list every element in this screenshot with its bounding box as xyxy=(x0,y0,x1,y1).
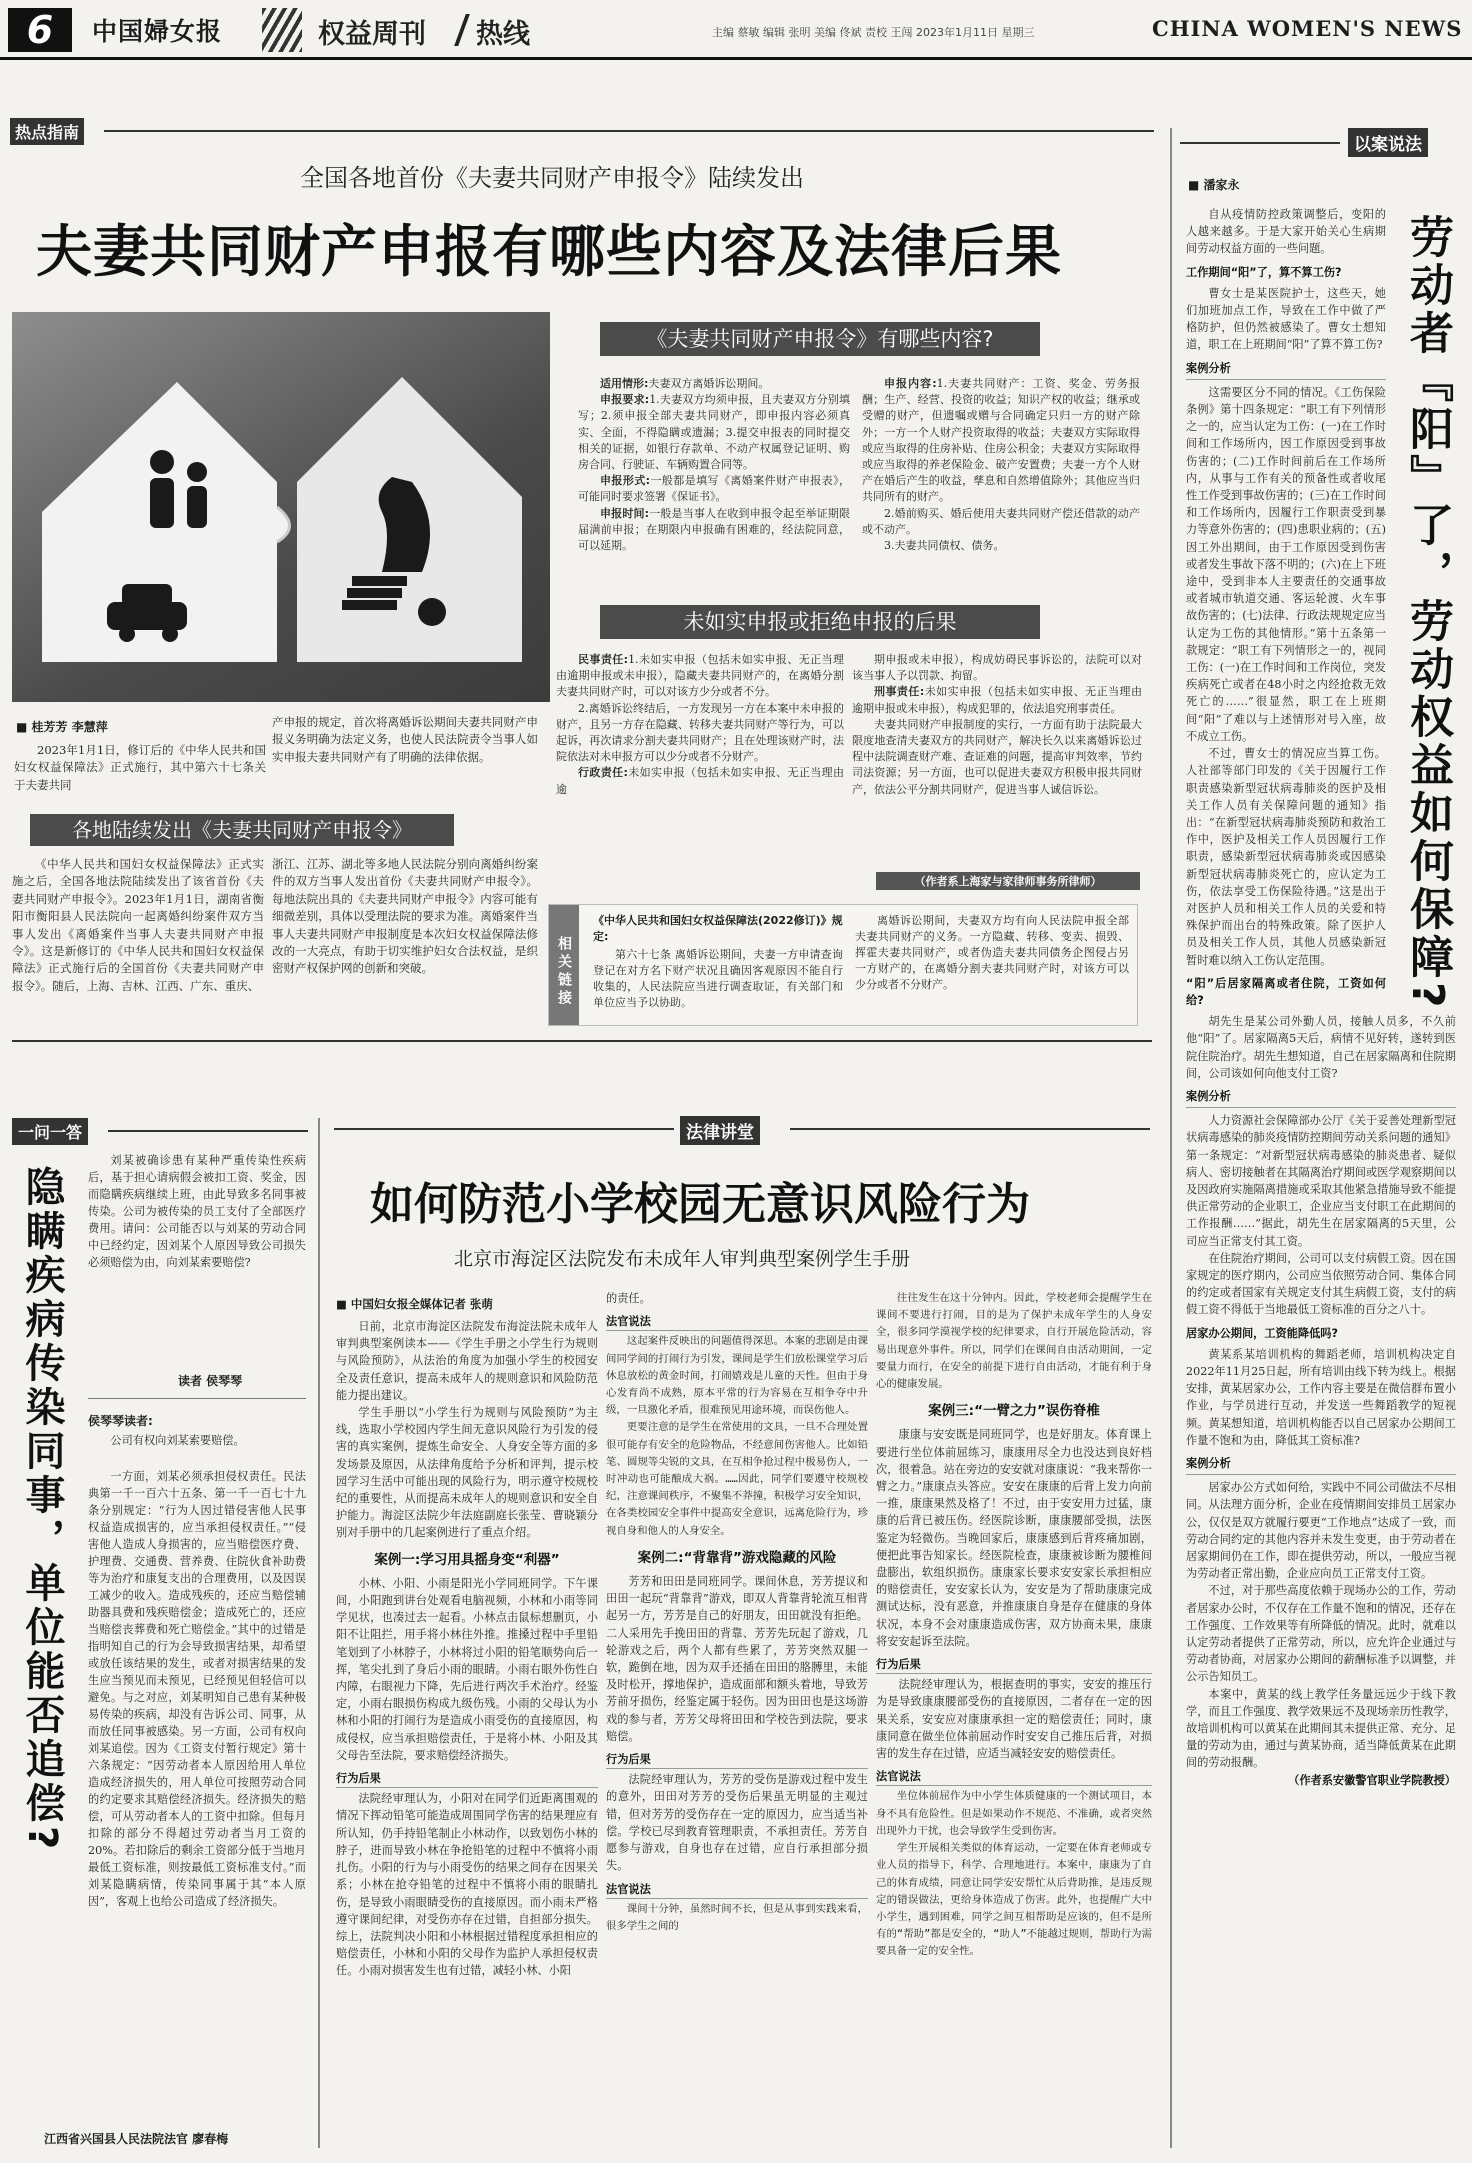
paper-name: 中国婦女报 xyxy=(92,17,223,46)
judge-commentary: 学生开展相关类似的体育运动，一定要在体育老师或专业人员的指导下，科学、合理地进行。本案中，康康为了自己的体育成绩，同意让同学安安帮忙从后背助推，是违反规定的错误做法，更给身体造成了伤害。此外，也提醒广大中小学生，遇到困难，同学之间互相帮助是应该的，但不是所有的“帮助”都是安全的，“助人”不能越过规则，帮助行为需要具备一定的安全性。 xyxy=(876,1842,1152,1958)
paragraph xyxy=(578,376,850,392)
paragraph-label: 申报内容: xyxy=(884,377,937,390)
paragraph-label: 刑事责任: xyxy=(874,685,925,699)
qa-title: 隐瞒疾病传染同事，单位能否追偿? xyxy=(19,1166,65,1854)
paragraph xyxy=(578,473,850,505)
paragraph-label: 适用情形: xyxy=(600,377,649,390)
paragraph-text: 夫妻双方离婚诉讼期间。 xyxy=(648,377,770,390)
related-title: 《中华人民共和国妇女权益保障法(2022修订)》规定: xyxy=(593,914,843,943)
paragraph: 法院经审理认为，小阳对在同学们近距离围观的情况下挥动铅笔可能造成周围同学伤害的结果理应有所认知，仍手持铅笔制止小林动作，以致划伤小林的脖子，进而导致小林在争抢铅笔的过程中不慎将小雨扎伤。小阳的行为与小雨受伤的结果之间存在因果关系；小林在抢夺铅笔的过程中不慎将小雨的眼睛扎伤，是导致小雨眼睛受伤的直接原因。而小雨未严格遵守课间纪律，对受伤亦存在过错，自担部分损失。综上，法院判决小阳和小林根据过错程度承担相应的赔偿责任，小林和小阳的父母作为监护人承担侵权责任。小雨对损害发生也有过错，减轻小林、小阳 xyxy=(336,1792,598,1978)
content-bar: 《夫妻共同财产申报令》有哪些内容? xyxy=(600,322,1040,356)
qa-answer-lead: 公司有权向刘某索要赔偿。 xyxy=(110,1434,245,1447)
paragraph xyxy=(862,376,1140,506)
lead-byline: ■ 桂芳芳 李慧萍 xyxy=(16,720,108,734)
divider xyxy=(104,130,1154,132)
paragraph-text: 1.夫妻双方均须申报，且夫妻双方分别填写；2.须申报全部夫妻共同财产，即申报内容必须真实、全面，不得隐瞒或遗漏；3.提交申报表的同时提交相关的证据，如银行存款单、不动产权属登记证明、购房合同、行驶证、车辆购置合同等。 xyxy=(578,393,850,472)
case-heading: 案例二:“背靠背”游戏隐藏的风险 xyxy=(637,1549,837,1566)
paragraph: 康康与安安既是同班同学，也是好朋友。体育课上要进行坐位体前屈练习，康康用尽全力也没达到良好档次，很着急。站在旁边的安安就对康康说：“我来帮你一臂之力。”康康点头答应。安安在康康的后背上发力向前一推，康康果然及格了！不过，由于安安用力过猛，康康的后背已被压伤。经医院诊断，康康腰部受损，法医鉴定为轻微伤。当晚回家后，康康感到后背疼痛加剧，便把此事告知家长。经医院检查，康康被诊断为腰椎间盘膨出，软组织损伤。康康家长要求安安家长承担相应的赔偿责任，安安家长认为，安安是为了帮助康康完成测试达标，没有恶意，并推康康自身是存在健康的身体状况，本身不会对康康造成伤害，双方协商未果，康康将安安起诉至法院。 xyxy=(876,1428,1152,1648)
paragraph-text: 夫妻共同财产申报制度的实行，一方面有助于法院最大限度地查清夫妻双方的共同财产，解决长久以来离婚诉讼过程中法院调查财产难、查证难的问题，提高审判效率，节约司法资源；另一方面，也可以促进夫妻双方积极申报共同财产，依法公平分割共同财产，促进当事人诚信诉讼。 xyxy=(852,717,1142,796)
feature-headline: 如何防范小学校园无意识风险行为 xyxy=(370,1179,1030,1230)
divider xyxy=(88,1398,306,1399)
declaration-content xyxy=(862,376,1140,634)
paragraph-text: 期申报或未申报），构成妨碍民事诉讼的，法院可以对该当事人予以罚款、拘留。 xyxy=(852,653,1142,683)
paragraph xyxy=(556,765,844,797)
paragraph-text: 一般都是填写《离婚案件财产申报表》，可能同时要求签署《保证书》。 xyxy=(578,474,850,504)
paragraph-label: 行政责任: xyxy=(578,766,628,780)
qa-column-tag: 一问一答 xyxy=(12,1118,88,1145)
section-divider xyxy=(454,14,470,46)
subheading: 行为后果 xyxy=(876,1656,1152,1674)
paragraph: 曹女士是某医院护士，这些天，她们加班加点工作，导致在工作中做了严格防护，但仍然被感染了。曹女士想知道，职工在上班期间“阳”了算不算工伤? xyxy=(1186,286,1386,352)
case-heading: 案例三:“一臂之力”误伤脊椎 xyxy=(928,1403,1100,1420)
english-name: CHINA WOMEN'S NEWS xyxy=(1152,16,1463,41)
subheading: “阳”后居家隔离或者住院，工资如何给? xyxy=(1186,976,1386,1007)
paragraph: 人力资源社会保障部办公厅《关于妥善处理新型冠状病毒感染的肺炎疫情防控期间劳动关系问题的通知》第一条规定：“对新型冠状病毒感染的肺炎患者、疑似病人、密切接触者在其隔离治疗期间或医学观察期间以及因政府实施隔离措施或采取其他紧急措施导致不能提供正常劳动的企业职工，企业应当支付职工在此期间的工作报酬……”据此，胡先生在居家隔离的5天里，公司应当正常支付其工资。 xyxy=(1186,1114,1456,1248)
qa-answer-head: 侯琴琴读者: xyxy=(88,1414,153,1428)
subheading: 法官说法 xyxy=(606,1881,868,1899)
editor-meta: 主编 蔡敏 编辑 张明 美编 佟斌 责校 王闯 2023年1月11日 星期三 xyxy=(712,26,1035,39)
paragraph-text: 未如实申报（包括未如实申报、无正当理由逾期申报或未申报），构成犯罪的，依法追究刑事责任。 xyxy=(852,685,1142,715)
paragraph: 本案中，黄某的线上教学任务量远远少于线下教学，而且工作强度、教学效果远不及现场亲历性教学，故培训机构可以黄某在此期间其未提供正常、充分、足量的劳动为由，通过与黄某协商，适当降低黄某在此期间的劳动报酬。 xyxy=(1186,1687,1456,1770)
paragraph: 的责任。 xyxy=(606,1292,651,1305)
paragraph: 这需要区分不同的情况。《工伤保险条例》第十四条规定：“职工有下列情形之一的，应当认定为工伤：(一)在工作时间和工作场所内，因工作原因受到事故伤害的；(二)工作时间前后在工作场所内，从事与工作有关的预备性或者收尾性工作受到事故伤害的；(三)在工作时间和工作场所内，因履行工作职责受到暴力等意外伤害的；(四)患职业病的；(五)因工外出期间，由于工作原因受到伤害或者发生事故下落不明的；(六)在上下班途中，受到非本人主要责任的交通事故或者城市轨道交通、客运轮渡、火车事故伤害的；(七)法律、行政法规规定应当认定为工伤的其他情形。”第十五条第一款规定：“职工有下列情形之一的，视同工伤：(一)在工作时间和工作岗位，突发疾病死亡或者在48小时之内经抢救无效死亡的……”很显然，职工在上班期间“阳”了难以与上述情形对号入座，故不成立工伤。 xyxy=(1186,385,1386,743)
slash-decoration xyxy=(262,8,302,52)
paragraph: 不过，对于那些高度依赖于现场办公的工作，劳动者居家办公时，不仅存在工作量不饱和的情况，还存在工作强度、工作效果等有所降低的情况。此时，就难以认定劳动者提供了正常劳动，所以，应允许企业通过与劳动者协商，对居家办公期间的薪酬标准予以调整，并公示告知员工。 xyxy=(1186,1584,1456,1684)
related-tag: 相关链接 xyxy=(549,905,579,1025)
paragraph-label: 民事责任: xyxy=(578,653,629,666)
paragraph: 学生手册以“小学生行为规则与风险预防”为主线，选取小学校园内学生间无意识风险行为引发的侵害的真实案例，提炼生命安全、人身安全等方面的多发场景及原因，从法律角度给予分析和评判，提示校园学习生活中可能出现的风险行为，明示遵守校规校纪的重要性，从而提高未成年人的规则意识和安全自护能力。海淀区法院少年法庭副庭长张莹、曹晓颖分别对手册中的几起案例进行了重点介绍。 xyxy=(336,1406,598,1540)
puzzle-house-illustration xyxy=(12,312,550,702)
divider xyxy=(334,1128,674,1130)
divider xyxy=(318,1118,320,2148)
masthead xyxy=(0,0,1472,60)
section-title: 权益周刊 xyxy=(318,19,426,50)
puzzle-house-photo xyxy=(12,312,550,702)
paragraph-label: 申报时间: xyxy=(600,506,650,520)
right-author-note: （作者系安徽警官职业学院教授） xyxy=(1288,1773,1456,1787)
paragraph-text: 3.夫妻共同债权、债务。 xyxy=(884,539,1005,553)
paragraph-text: 1.未如实申报（包括未如实申报、无正当理由逾期申报或未申报），隐藏夫妻共同财产的，在离婚分割夫妻共同财产时，可以对该方少分或者不分。 xyxy=(556,653,844,699)
paragraph: 自从疫情防控政策调整后，变阳的人越来越多。于是大家开始关心生病期间劳动权益方面的一些问题。 xyxy=(1186,208,1386,256)
paragraph-text: 一般是当事人在收到申报令起至举证期限届满前申报；在期限内申报确有困难的，经法院同意，可以延期。 xyxy=(578,506,850,553)
related-box xyxy=(548,904,1138,1026)
paragraph-label: 申报形式: xyxy=(600,474,651,488)
paragraph: 居家办公方式如何给，实践中不同公司做法不尽相同。从法理方面分析，企业在疫情期间安排员工居家办公，仅仅是双方就履行要更“工作地点”达成了一致，而劳动合同约定的其他内容并未发生变更，由于劳动者在居家期间仍在工作，即在提供劳动，所以，一般应当视为劳动者正常出勤，企业应向员工正常支付工资。 xyxy=(1186,1481,1456,1581)
subheading: 法官说法 xyxy=(876,1768,1152,1786)
subsection-title: 热线 xyxy=(476,19,530,50)
paragraph: 小林、小阳、小雨是阳光小学同班同学。下午课间，小阳跑到讲台处观看电脑视频，小林和小雨等同学见状，也凑过去一起看。小林点击鼠标想删页，小阳不让阻拦，用手将小林往外推。推搡过程中手里铅笔划到了小林脖子，小林将过小阳的铅笔顺势向后一挥，笔尖扎到了身后小雨的眼睛。小雨右眼外伤性白内障，右眼视力下降，先后进行两次手术治疗。经鉴定，小雨右眼损伤构成九级伤残。小雨的父母认为小林和小阳的打闹行为是造成小雨受伤的直接原因，构成侵权，应当承担赔偿责任，于是将小林、小阳及其父母告至法院，要求赔偿经济损失。 xyxy=(336,1576,598,1762)
feature-col2 xyxy=(606,1290,868,2148)
qa-answer-body: 一方面，刘某必须承担侵权责任。民法典第一千一百六十五条、第一千一百七十九条分别规定：“行为人因过错侵害他人民事权益造成损害的，应当承担侵权责任。”“侵害他人造成人身损害的，应当赔偿医疗费、护理费、交通费、营养费、住院伙食补助费等为治疗和康复支出的合理费用，以及因误工减少的收入。造成残疾的，还应当赔偿辅助器具费和残疾赔偿金；造成死亡的，还应当赔偿丧葬费和死亡赔偿金。”其中的过错是指明知自己的行为会导致损害结果，却希望或放任该结果的发生，或者对损害结果的发生应当预见而未预见，已经预见但轻信可以避免。与之对应，刘某明知自己患有某种极易传染的疾病，却没有告诉公司、同事，从而放任同事被感染。另一方面，公司有权向刘某追偿。因为《工资支付暂行规定》第十六条规定：“因劳动者本人原因给用人单位造成经济损失的，用人单位可按照劳动合同的约定要求其赔偿经济损失。经济损失的赔偿，可从劳动者本人的工资中扣除。但每月扣除的部分不得超过劳动者当月工资的20%。若扣除后的剩余工资部分低于当地月最低工资标准，则按最低工资标准支付。”而刘某隐瞒病情，传染同事属于其“本人原因”，客观上也给公司造成了经济损失。 xyxy=(88,1470,306,1908)
case-heading: 案例一:学习用具摇身变“利器” xyxy=(374,1551,560,1568)
feature-subhead: 北京市海淀区法院发布未成年人审判典型案例学生手册 xyxy=(454,1248,911,1270)
subheading: 居家办公期间，工资能降低吗? xyxy=(1186,1326,1338,1340)
paragraph: 法院经审理认为，芳芳的受伤是游戏过程中发生的意外，田田对芳芳的受伤后果虽无明显的主观过错，但对芳芳的受伤存在一定的原因力，应当适当补偿。学校已尽到教育管理职责，不承担责任。芳芳自愿参与游戏，自身也存在过错，应自行承担部分损失。 xyxy=(606,1773,868,1873)
paragraph xyxy=(852,652,1142,684)
divider xyxy=(790,1128,1150,1130)
divider xyxy=(1170,128,1172,2148)
headline: 夫妻共同财产申报有哪些内容及法律后果 xyxy=(36,219,1062,285)
judge-commentary: 往往发生在这十分钟内。因此，学校老师会提醒学生在课间不要进行打闹，目的是为了保护未成年学生的人身安全，很多同学漠视学校的纪律要求，自行开展危险活动，容易出现意外事件。所以，同学们在课间自由活动期间，一定要量力而行，在安全的前提下进行自由活动，才能有利于身心的健康发展。 xyxy=(876,1292,1152,1391)
judge-commentary: 更要注意的是学生在常使用的文具，一旦不合理处置很可能存有安全的危险物品，不经意间伤害他人。比如铅笔、圆规等尖锐的文具，在互相争抢过程中极易伤人，一时冲动也可能酿成大祸。……因此，同学们要遵守校规校纪，注意课间秩序，不聚集不莽撞，积极学习安全知识，在各类校园安全事件中提高安全意识，远离危险行为，珍视自身和他人的人身安全。 xyxy=(606,1421,868,1537)
paragraph: 在住院治疗期间，公司可以支付病假工资。因在国家规定的医疗期内，公司应当依照劳动合同、集体合同的约定或者国家有关规定支付其生病假工资，支付的病假工资不得低于当地最低工资标准的百分之八十。 xyxy=(1186,1251,1456,1317)
section-col2: 浙江、江苏、湖北等多地人民法院分别向离婚纠纷案件的双方当事人发出首份《夫妻共同财产申报令》。每地法院出具的《夫妻共同财产申报令》内容可能有细微差别，具体以受理法院的要求为准。离婚案件当事人夫妻共同财产申报制度是本次妇女权益保障法修改的一大亮点，有助于切实维护妇女合法权益，是织密财产权保护网的创新和突破。 xyxy=(272,857,538,976)
consequence-col2 xyxy=(852,652,1142,864)
paragraph-text: 2.婚前购买、婚后使用夫妻共同财产偿还借款的动产或不动产。 xyxy=(862,506,1140,536)
paragraph: 黄某系某培训机构的舞蹈老师，培训机构决定自2022年11月25日起，所有培训由线下转为线上。根据安排，黄某居家办公，工作内容主要是在微信群布置小作业，与学员进行互动，并发送一些舞蹈教学的短视频。黄某想知道，培训机构能否以自己居家办公期间工作量不饱和为由，降低其工资标准? xyxy=(1186,1347,1456,1447)
related-col2: 离婚诉讼期间，夫妻双方均有向人民法院申报全部夫妻共同财产的义务。一方隐藏、转移、变卖、损毁、挥霍夫妻共同财产，或者伪造夫妻共同债务企图侵占另一方财产的，在离婚分割夫妻共同财产时，对该方可以少分或者不分财产。 xyxy=(855,914,1129,991)
qa-answer-continued xyxy=(12,1942,306,2122)
judge-commentary: 这起案件反映出的问题值得深思。本案的悲剧是由课间同学间的打闹行为引发，课间是学生们放松课堂学习后休息放松的黄金时间，打闹嬉戏是儿童的天性。但由于身心发育尚不成熟，原本平常的行为容易在互相争夺中升级，一旦激化矛盾，很难预见用途环境，而误伤他人。 xyxy=(606,1335,868,1417)
feature-col1 xyxy=(336,1318,598,2148)
divider xyxy=(12,1040,1152,1042)
paragraph xyxy=(556,701,844,766)
subheading: 法官说法 xyxy=(606,1313,868,1331)
paragraph-label: 申报要求: xyxy=(600,393,650,407)
qa-reader: 读者 侯琴琴 xyxy=(178,1374,243,1388)
subheading: 案例分析 xyxy=(1186,1455,1456,1475)
section-col1: 《中华人民共和国妇女权益保障法》正式实施之后，全国各地法院陆续发出了该省首份《夫妻共同财产申报令》。2023年1月1日，湖南省衡阳市衡阳县人民法院向一起离婚纠纷案件双方当事人发出《离婚案件当事人夫妻共同财产申报令》。这是新修订的《中华人民共和国妇女权益保障法》正式施行后的全国首份《夫妻共同财产申报令》。随后，上海、吉林、江西、广东、重庆、 xyxy=(12,857,264,993)
paragraph xyxy=(862,538,1140,554)
paragraph: 芳芳和田田是同班同学。课间休息，芳芳提议和田田一起玩“背靠背”游戏，即双人背靠背轮流互相背起另一方，芳芳是自己的好朋友，田田就没有拒绝。二人采用先手挽田田的背靠、芳芳先玩起了游戏，几轮游戏之后，两个人都有些累了，芳芳突然双腿一软，跪倒在地，因为双手还插在田田的胳膊里，未能及时松开，撑地保护，造成面部和额头着地，导致芳芳前牙损伤，经鉴定属于轻伤。因为田田也是这场游戏的参与者，芳芳父母将田田和学校告到法院，要求赔偿。 xyxy=(606,1575,868,1743)
paragraph-text: 1.夫妻共同财产：工资、奖金、劳务报酬；生产、经营、投资的收益；知识产权的收益；继承或受赠的财产，但遗嘱或赠与合同确定只归一方的财产除外；一方一个人财产投资取得的收益；夫妻双方实际取得或应当取得的住房补贴、住房公积金；夫妻双方实际取得或应当取得的养老保险金、破产安置费；夫妻一方个人财产在婚后产生的收益，孳息和自然增值除外；其他应当归共同所有的财产。 xyxy=(862,377,1140,504)
paragraph: 不过，曹女士的情况应当算工伤。人社部等部门印发的《关于因履行工作职责感染新型冠状病毒肺炎的医护及相关工作人员有关保障问题的通知》指出：“在新型冠状病毒肺炎预防和救治工作中，医护及相关工作人员因履行工作职责，感染新型冠状病毒肺炎或因感染新型冠状病毒肺炎死亡的，应认定为工伤，依法享受工伤保险待遇。”这是出于对医护人员和相关工作人员的关爱和特殊保护而出台的特殊政策。除了医护人员及相关工作人员，其他人员感染新冠暂时难以纳入工伤认定范围。 xyxy=(1186,747,1386,967)
divider xyxy=(108,1130,308,1132)
kicker: 全国各地首份《夫妻共同财产申报令》陆续发出 xyxy=(300,164,804,192)
judge-commentary: 坐位体前屈作为中小学生体质健康的一个测试项目，本身不具有危险性。但是如果动作不规范、不准确，或者突然出现外力干扰，也会导致学生受到伤害。 xyxy=(876,1790,1152,1837)
paragraph xyxy=(852,684,1142,716)
lead-intro-col2: 产申报的规定，首次将离婚诉讼期间夫妻共同财产申报义务明确为法定义务，也使人民法院责令当事人如实申报夫妻共同财产有了明确的法律依据。 xyxy=(272,715,538,764)
declaration-rules xyxy=(578,376,850,634)
subheading: 案例分析 xyxy=(1186,360,1386,380)
consequence-bar: 未如实申报或拒绝申报的后果 xyxy=(600,605,1040,639)
paragraph xyxy=(556,652,844,701)
qa-signature: 江西省兴国县人民法院法官 廖春梅 xyxy=(44,2132,229,2146)
author-note: （作者系上海家与家律师事务所律师） xyxy=(876,872,1140,890)
subheading: 工作期间“阳”了，算不算工伤? xyxy=(1186,265,1342,279)
paragraph xyxy=(852,717,1142,798)
lead-intro-col1: 2023年1月1日，修订后的《中华人民共和国妇女权益保障法》正式施行，其中第六十七条关于夫妻共同 xyxy=(14,743,266,792)
column-tag: 热点指南 xyxy=(10,118,84,145)
paragraph-text: 未如实申报（包括未如实申报、无正当理由逾 xyxy=(556,766,844,796)
subheading: 行为后果 xyxy=(336,1770,598,1788)
feature-column-tag: 法律讲堂 xyxy=(680,1116,760,1145)
feature-byline: ■ 中国妇女报全媒体记者 张萌 xyxy=(336,1297,493,1311)
right-title: 劳动者『阳』了，劳动权益如何保障? xyxy=(1402,214,1453,1012)
consequence-col1 xyxy=(556,652,844,864)
right-byline: ■ 潘家永 xyxy=(1188,178,1240,192)
page-number-box: 6 xyxy=(8,8,72,52)
paragraph xyxy=(862,506,1140,538)
related-col1: 第六十七条 离婚诉讼期间，夫妻一方申请查询登记在对方名下财产状况且确因客观原因不能自行收集的，人民法院应当进行调查取证，有关部门和单位应当予以协助。 xyxy=(593,948,843,1009)
right-column-tag: 以案说法 xyxy=(1348,128,1428,157)
judge-commentary: 课间十分钟，虽然时间不长，但是从事到实践来看，很多学生之间的 xyxy=(606,1902,868,1932)
subheading: 案例分析 xyxy=(1186,1088,1456,1108)
paragraph: 胡先生是某公司外勤人员，接触人员多，不久前他“阳”了。居家隔离5天后，病情不见好转，遂转到医院住院治疗。胡先生想知道，自己在居家隔离和住院期间，公司该如何向他支付工资? xyxy=(1186,1015,1456,1080)
right-article-body xyxy=(1186,206,1456,2136)
feature-col3 xyxy=(876,1290,1152,2148)
qa-question: 刘某被确诊患有某种严重传染性疾病后，基于担心请病假会被扣工资、奖金，因而隐瞒疾病继续上班，由此导致多名同事被传染。公司为被传染的员工支付了全部医疗费用。请问：公司能否以与刘某的劳动合同中已经约定，因刘某个人原因导致公司损失必须赔偿为由，向刘某索要赔偿? xyxy=(88,1154,306,1269)
divider xyxy=(1180,142,1340,144)
paragraph: 日前，北京市海淀区法院发布海淀法院未成年人审判典型案例读本——《学生手册之小学生行为规则与风险预防》，从法治的角度为加强小学生的校园安全及责任意识，提高未成年人的规则意识和风险防范能力提出建议。 xyxy=(336,1320,598,1402)
paragraph-text: 2.离婚诉讼终结后，一方发现另一方在本案中未申报的财产，且另一方存在隐藏、转移夫妻共同财产等行为，可以起诉，再次请求分割夫妻共同财产；且在处理该财产时，法院依法对未申报方可以少分或者不分财产。 xyxy=(556,701,844,764)
paragraph xyxy=(578,392,850,473)
subheading: 行为后果 xyxy=(606,1751,868,1769)
section-bar: 各地陆续发出《夫妻共同财产申报令》 xyxy=(30,814,454,846)
paragraph: 法院经审理认为，根据查明的事实，安安的推压行为是导致康康腰部受伤的直接原因，二者存在一定的因果关系，安安应对康康承担一定的赔偿责任；同时，康康同意在做坐位体前屈动作时安安自己推压后背，对损害的发生存在过错，应适当减轻安安的赔偿责任。 xyxy=(876,1678,1152,1761)
paragraph xyxy=(578,506,850,555)
